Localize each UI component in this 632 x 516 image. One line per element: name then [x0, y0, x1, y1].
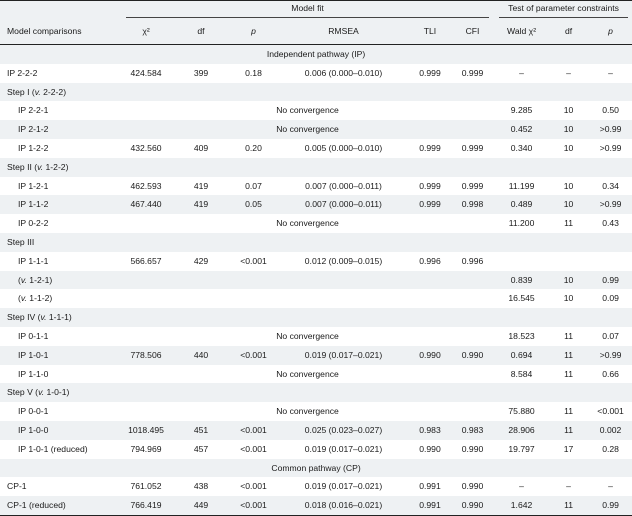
cell-p: <0.001 — [240, 255, 267, 266]
cell-df: 419 — [193, 180, 209, 191]
convergence-note: No convergence — [276, 218, 339, 229]
cell-df2: – — [566, 481, 571, 492]
col-df2: df — [548, 18, 589, 45]
cell-rmsea: 0.012 (0.009–0.015) — [304, 255, 383, 266]
model-name: IP 0-2-2 — [18, 218, 49, 229]
section-row — [0, 45, 632, 64]
table-row — [0, 346, 632, 365]
cell-cfi: 0.999 — [461, 143, 484, 154]
cell-rmsea: 0.019 (0.017–0.021) — [304, 481, 383, 492]
cell-chi2: 462.593 — [130, 180, 162, 191]
cell-cfi: 0.999 — [461, 67, 484, 78]
cell-tli — [410, 289, 450, 308]
cell-p: <0.001 — [240, 349, 267, 360]
cell-cfi: 0.990 — [461, 349, 484, 360]
cell-df2: 11 — [564, 331, 573, 342]
cell-chi2: 424.584 — [130, 67, 162, 78]
model-name: (v. 1-2-1) — [18, 274, 53, 285]
cell-p2: 0.002 — [599, 425, 622, 436]
table-row — [0, 195, 632, 214]
cell-wald: – — [519, 481, 524, 492]
cell-wald: 11.200 — [508, 218, 535, 229]
cell-wald: 28.906 — [508, 425, 535, 436]
step-label: Step IV (v. 1-1-1) — [7, 312, 72, 323]
cell-p: <0.001 — [240, 443, 267, 454]
cell-chi2: 467.440 — [130, 199, 162, 210]
step-row — [0, 383, 632, 402]
cell-wald: – — [519, 67, 524, 78]
cell-tli: 0.999 — [419, 199, 441, 210]
cell-wald: 75.880 — [508, 406, 535, 417]
cell-wald: 0.489 — [510, 199, 533, 210]
model-name: IP 1-1-0 — [18, 368, 49, 379]
step-row — [0, 233, 632, 252]
cell-rmsea — [277, 289, 410, 308]
table-row — [0, 289, 632, 308]
table-row — [0, 402, 632, 421]
cell-wald — [495, 252, 548, 271]
cell-p2: 0.07 — [602, 331, 619, 342]
model-name: (v. 1-1-2) — [18, 293, 53, 304]
cell-p — [230, 271, 277, 290]
cell-p2: 0.28 — [602, 443, 619, 454]
cell-p2: – — [608, 67, 613, 78]
cell-chi2: 566.657 — [130, 255, 162, 266]
model-name: IP 2-1-2 — [18, 124, 49, 135]
cell-tli: 0.990 — [419, 443, 441, 454]
cell-df — [172, 289, 230, 308]
cell-tli: 0.999 — [419, 67, 441, 78]
cell-cfi: 0.990 — [461, 443, 484, 454]
cell-df: 449 — [193, 500, 209, 511]
cell-df: 457 — [193, 443, 209, 454]
cell-chi2 — [120, 289, 172, 308]
table-row — [0, 440, 632, 459]
cell-p2 — [589, 252, 632, 271]
convergence-note: No convergence — [276, 406, 339, 417]
cell-cfi: 0.990 — [461, 481, 484, 492]
col-tli: TLI — [410, 18, 450, 45]
table-row — [0, 252, 632, 271]
cell-df2: 10 — [563, 199, 574, 210]
cell-rmsea — [277, 271, 410, 290]
cell-df — [172, 271, 230, 290]
model-name: IP 2-2-2 — [7, 67, 38, 78]
col-rmsea: RMSEA — [277, 18, 410, 45]
cell-p: 0.20 — [245, 143, 262, 154]
cell-p2: >0.99 — [599, 199, 622, 210]
cell-p — [230, 289, 277, 308]
cell-chi2: 432.560 — [130, 143, 162, 154]
table-row — [0, 271, 632, 290]
cell-p2: 0.34 — [602, 180, 619, 191]
cell-df: 399 — [193, 67, 209, 78]
cell-p2: >0.99 — [599, 143, 622, 154]
convergence-note: No convergence — [276, 368, 339, 379]
cell-p2: 0.66 — [602, 368, 619, 379]
table-row — [0, 421, 632, 440]
cell-chi2: 794.969 — [130, 443, 162, 454]
cell-tli: 0.999 — [419, 180, 441, 191]
group-test-constraints: Test of parameter constraints — [495, 1, 632, 19]
cell-cfi: 0.998 — [461, 199, 484, 210]
cell-p2: 0.43 — [602, 218, 619, 229]
col-model: Model comparisons — [0, 18, 120, 45]
table-row — [0, 64, 632, 83]
cell-wald: 0.452 — [510, 124, 533, 135]
convergence-note: No convergence — [276, 124, 339, 135]
cell-tli: 0.991 — [419, 500, 441, 511]
model-name: IP 0-1-1 — [18, 331, 49, 342]
table-row — [0, 101, 632, 120]
table-row — [0, 139, 632, 158]
cell-rmsea: 0.019 (0.017–0.021) — [304, 443, 383, 454]
cell-tli: 0.990 — [419, 349, 441, 360]
model-name: IP 1-0-1 — [18, 349, 49, 360]
cell-df2: 10 — [563, 274, 574, 285]
table-row — [0, 477, 632, 496]
section-label: Common pathway (CP) — [271, 462, 361, 473]
cell-rmsea: 0.025 (0.023–0.027) — [304, 425, 383, 436]
table-row — [0, 365, 632, 384]
model-name: IP 1-2-2 — [18, 143, 49, 154]
model-name: CP-1 — [7, 481, 27, 492]
cell-df: 419 — [193, 199, 209, 210]
cell-p2: >0.99 — [599, 124, 622, 135]
group-header-row — [0, 1, 632, 19]
step-row — [0, 158, 632, 177]
step-label: Step III — [7, 237, 35, 248]
cell-p2: 0.50 — [602, 105, 619, 116]
cell-wald: 1.642 — [510, 500, 533, 511]
cell-cfi: 0.996 — [461, 255, 484, 266]
col-p2: p — [589, 18, 632, 45]
cell-tli: 0.996 — [419, 255, 441, 266]
step-label: Step I (v. 2-2-2) — [7, 86, 67, 97]
cell-df2: 11 — [564, 425, 573, 436]
convergence-note: No convergence — [276, 105, 339, 116]
col-cfi: CFI — [450, 18, 495, 45]
table-row — [0, 214, 632, 233]
cell-df2: 11 — [564, 500, 573, 511]
cell-chi2: 778.506 — [130, 349, 162, 360]
cell-p2: >0.99 — [599, 349, 622, 360]
section-label: Independent pathway (IP) — [266, 49, 366, 60]
cell-rmsea: 0.018 (0.016–0.021) — [304, 500, 383, 511]
col-chi2: χ² — [120, 18, 172, 45]
cell-p2: <0.001 — [597, 406, 624, 417]
cell-df2: 11 — [564, 406, 573, 417]
convergence-note: No convergence — [276, 331, 339, 342]
cell-wald: 0.694 — [510, 349, 533, 360]
cell-p2: 0.99 — [602, 274, 619, 285]
step-row — [0, 83, 632, 102]
group-model-fit: Model fit — [120, 1, 495, 19]
cell-chi2: 766.419 — [130, 500, 162, 511]
column-header-row — [0, 18, 632, 45]
cell-cfi: 0.999 — [461, 180, 484, 191]
cell-cfi: 0.990 — [461, 500, 484, 511]
cell-df: 409 — [193, 143, 209, 154]
cell-wald: 9.285 — [510, 105, 533, 116]
cell-df2: 10 — [563, 105, 574, 116]
cell-p2: 0.09 — [602, 293, 619, 304]
cell-tli — [410, 271, 450, 290]
cell-tli: 0.983 — [419, 425, 441, 436]
cell-tli: 0.999 — [419, 143, 441, 154]
cell-chi2: 761.052 — [130, 481, 162, 492]
model-name: IP 2-2-1 — [18, 105, 49, 116]
model-name: IP 1-1-2 — [18, 199, 49, 210]
cell-df: 429 — [193, 255, 209, 266]
cell-wald: 0.839 — [510, 274, 533, 285]
cell-df2: 11 — [564, 218, 573, 229]
cell-cfi — [450, 289, 495, 308]
cell-p: <0.001 — [240, 500, 267, 511]
table-row — [0, 327, 632, 346]
cell-cfi: 0.983 — [461, 425, 484, 436]
cell-p: <0.001 — [240, 425, 267, 436]
cell-df2: – — [566, 67, 571, 78]
cell-df2 — [548, 252, 589, 271]
cell-df: 440 — [193, 349, 209, 360]
model-name: IP 1-0-0 — [18, 425, 49, 436]
cell-wald: 19.797 — [508, 443, 535, 454]
table-row — [0, 120, 632, 139]
cell-df: 438 — [193, 481, 209, 492]
cell-p: 0.05 — [245, 199, 262, 210]
model-name: IP 1-1-1 — [18, 255, 49, 266]
cell-p: 0.18 — [245, 67, 262, 78]
cell-cfi — [450, 271, 495, 290]
step-label: Step V (v. 1-0-1) — [7, 387, 70, 398]
cell-df2: 10 — [563, 293, 574, 304]
section-row — [0, 459, 632, 478]
cell-df2: 10 — [563, 124, 574, 135]
col-p: p — [230, 18, 277, 45]
col-df: df — [172, 18, 230, 45]
cell-rmsea: 0.006 (0.000–0.010) — [304, 67, 383, 78]
cell-df2: 10 — [563, 180, 574, 191]
table-row — [0, 496, 632, 515]
cell-df2: 11 — [564, 349, 573, 360]
step-label: Step II (v. 1-2-2) — [7, 161, 69, 172]
cell-p2: 0.99 — [602, 500, 619, 511]
table-row — [0, 177, 632, 196]
cell-df2: 17 — [563, 443, 574, 454]
cell-tli: 0.991 — [419, 481, 441, 492]
cell-chi2: 1018.495 — [128, 425, 164, 436]
cell-wald: 8.584 — [510, 368, 533, 379]
model-name: IP 1-2-1 — [18, 180, 49, 191]
col-wald: Wald χ² — [495, 18, 548, 45]
model-name: CP-1 (reduced) — [7, 500, 66, 511]
step-row — [0, 308, 632, 327]
table-body — [0, 45, 632, 516]
cell-rmsea: 0.005 (0.000–0.010) — [304, 143, 383, 154]
cell-p: 0.07 — [245, 180, 262, 191]
cell-rmsea: 0.007 (0.000–0.011) — [305, 199, 382, 210]
cell-df: 451 — [193, 425, 209, 436]
model-name: IP 1-0-1 (reduced) — [18, 443, 88, 454]
cell-p: <0.001 — [240, 481, 267, 492]
cell-wald: 18.523 — [508, 331, 535, 342]
cell-wald: 16.545 — [508, 293, 535, 304]
cell-p2: – — [608, 481, 613, 492]
model-name: IP 0-0-1 — [18, 406, 49, 417]
cell-df2: 11 — [564, 368, 573, 379]
cell-wald: 0.340 — [510, 143, 533, 154]
cell-chi2 — [120, 271, 172, 290]
cell-rmsea: 0.019 (0.017–0.021) — [304, 349, 383, 360]
cell-wald: 11.199 — [508, 180, 535, 191]
cell-rmsea: 0.007 (0.000–0.011) — [305, 180, 382, 191]
cell-df2: 10 — [563, 143, 574, 154]
